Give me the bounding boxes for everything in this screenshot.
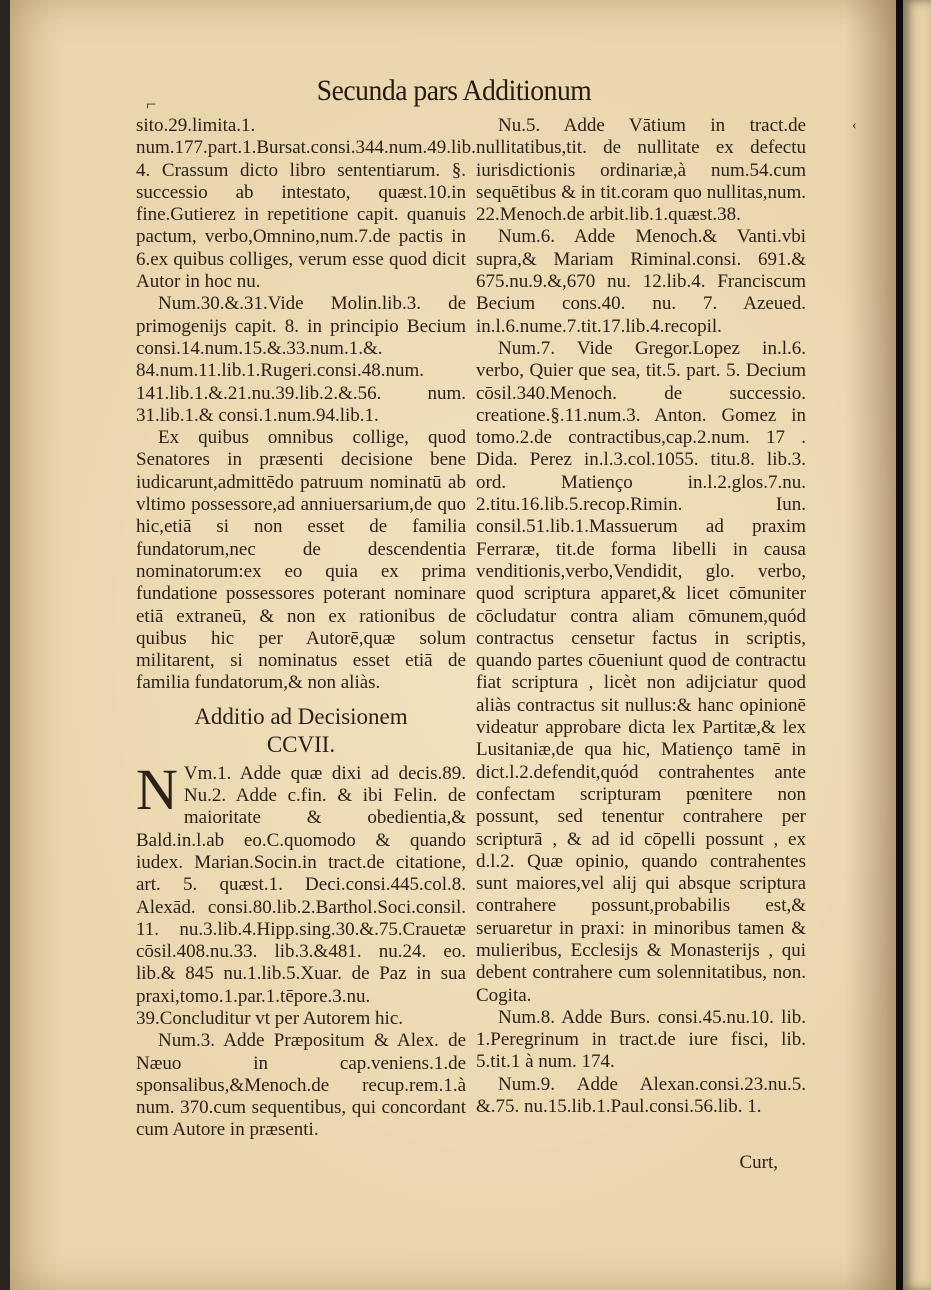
right-paragraph-2: Num.6. Adde Menoch.& Vanti.vbi supra,& Mariam Riminal.consi. 691.& 675.nu.9.&,670 nu. 12.lib.4. Franciscum Becium cons.40. nu. 7. Azeued. in.l.6.nume.7.tit.17.lib.4.recopil. — [476, 226, 806, 337]
running-title: Secunda pars Additionum — [316, 74, 592, 107]
left-paragraph-3: Ex quibus omnibus collige, quod Senatores in præsenti decisione bene iudicarunt,admittēdo patruum nominatū ab vltimo possessore,ad anniuersarium,de quo hic,etiā si non esset de familia fundatorum,nec de descendentia nominatorum:ex eo quia ex prima fundatione possessores poterant nominare etiā extraneū, & non ex rationibus de quibus hic per Autorē,quæ solum militarent, si nominatus esset etiā de familia fundatorum,& non aliàs. — [136, 427, 466, 694]
section-heading — [136, 703, 466, 759]
right-paragraph-4: Num.8. Adde Burs. consi.45.nu.10. lib. 1.Peregrinum in tract.de iure fisci, lib. 5.tit.1 à num. 174. — [476, 1006, 806, 1073]
left-column — [136, 115, 476, 1142]
dropcap-paragraph-text: Vm.1. Adde quæ dixi ad decis.89. Nu.2. Adde c.fin. & ibi Felin. de maioritate & obedientia,& Bald.in.l.ab eo.C.quomodo & quando iudex. Marian.Socin.in tract.de citatione, art. 5. quæst.1. Deci.consi.445.col.8. Alexād. consi.80.lib.2.Barthol.Soci.consil. 11. nu.3.lib.4.Hipp.sing.30.&.75.Crauetæ cōsil.408.nu.33. lib.3.&481. nu.24. eo. lib.& 845 nu.1.lib.5.Xuar. de Paz in sua praxi,tomo.1.par.1.tēpore.3.nu. 39.Concluditur vt per Autorem hic. — [136, 762, 466, 1029]
catchword: Curt, — [739, 1152, 778, 1173]
dropcap-letter: N — [136, 756, 178, 822]
right-paragraph-1: Nu.5. Adde Vātium in tract.de nullitatibus,tit. de nullitate ex defectu iurisdictionis ordinariæ,à num.54.cum sequētibus & in tit.coram quo nullitas,num. 22.Menoch.de arbit.lib.1.quæst.38. — [476, 115, 806, 226]
right-paragraph-3: Num.7. Vide Gregor.Lopez in.l.6. verbo, Quier que sea, tit.5. part. 5. Decium cōsil.340.Menoch. de successio. creatione.§.11.num.3. Anton. Gomez in tomo.2.de contractibus,cap.2.num. 17 . Dida. Perez in.l.3.col.1055. titu.8. lib.3. ord. Matienço in.l.2.glos.7.nu. 2.titu.16.lib.5.recop.Rimin. Iun. consil.51.lib.1.Massuerum ad praxim Ferraræ, tit.de forma libelli in causa venditionis,verbo,Vendidit, glo. verbo, quod scriptura apparet,& licet cōmuniter cōcludatur contra aliam cōmunem,quód contractus censetur factus in scriptis, quando partes cōueniunt quod de contractu fiat scriptura , licèt non adijciatur quod aliàs contractus sit nullus:& hanc opinionē videatur approbare dicta lex Partitæ,& lex Lusitaniæ,de qua hic, Matienço tamē in dict.l.2.defendit,quód contrahentes ante confectam scripturam pœnitere non possunt, sed tenentur contrahere per scripturā , & ad id cōpelli possunt , ex d.l.2. Quæ opinio, quando contrahentes sunt maiores,vel alij qui absque scriptura contrahere possunt,probabilis est,& seruaretur in praxi: in minoribus tamen & mulieribus, Ecclesijs & Monasterijs , qui debent contrahere cum solennitatibus, non. Cogita. — [476, 337, 806, 1006]
left-paragraph-last: Num.3. Adde Præpositum & Alex. de Næuo in cap.veniens.1.de sponsalibus,&Menoch.de recup.rem.1.à num. 370.cum sequentibus, qui concordant cum Autore in præsenti. — [136, 1030, 466, 1141]
book-page — [10, 0, 898, 1290]
section-heading-line1: Additio ad Decisionem — [194, 703, 408, 729]
right-column — [476, 115, 806, 1118]
margin-mark-top-left: ⌐ — [146, 94, 157, 114]
section-heading-line2: CCVII. — [266, 731, 336, 757]
left-paragraph-2: Num.30.&.31.Vide Molin.lib.3. de primogenijs capit. 8. in principio Becium consi.14.num.15.&.33.num.1.&. 84.num.11.lib.1.Rugeri.consi.48.num. 141.lib.1.&.21.nu.39.lib.2.&.56. num. 31.lib.1.& consi.1.num.94.lib.1. — [136, 293, 466, 426]
left-paragraph-1: sito.29.limita.1. num.177.part.1.Bursat.consi.344.num.49.lib. 4. Crassum dicto libro sententiarum. §. successio ab intestato, quæst.10.in fine.Gutierez in repetitione capit. quanuis pactum, verbo,Omnino,num.7.de pactis in 6.ex quibus colliges, verum esse quod dicit Autor in hoc nu. — [136, 115, 476, 293]
right-paragraph-5: Num.9. Adde Alexan.consi.23.nu.5. &.75. nu.15.lib.1.Paul.consi.56.lib. 1. — [476, 1073, 806, 1118]
dropcap-paragraph — [136, 756, 466, 1031]
adjacent-page-edge — [903, 0, 931, 1290]
margin-mark-top-right: ‹ — [852, 118, 857, 133]
